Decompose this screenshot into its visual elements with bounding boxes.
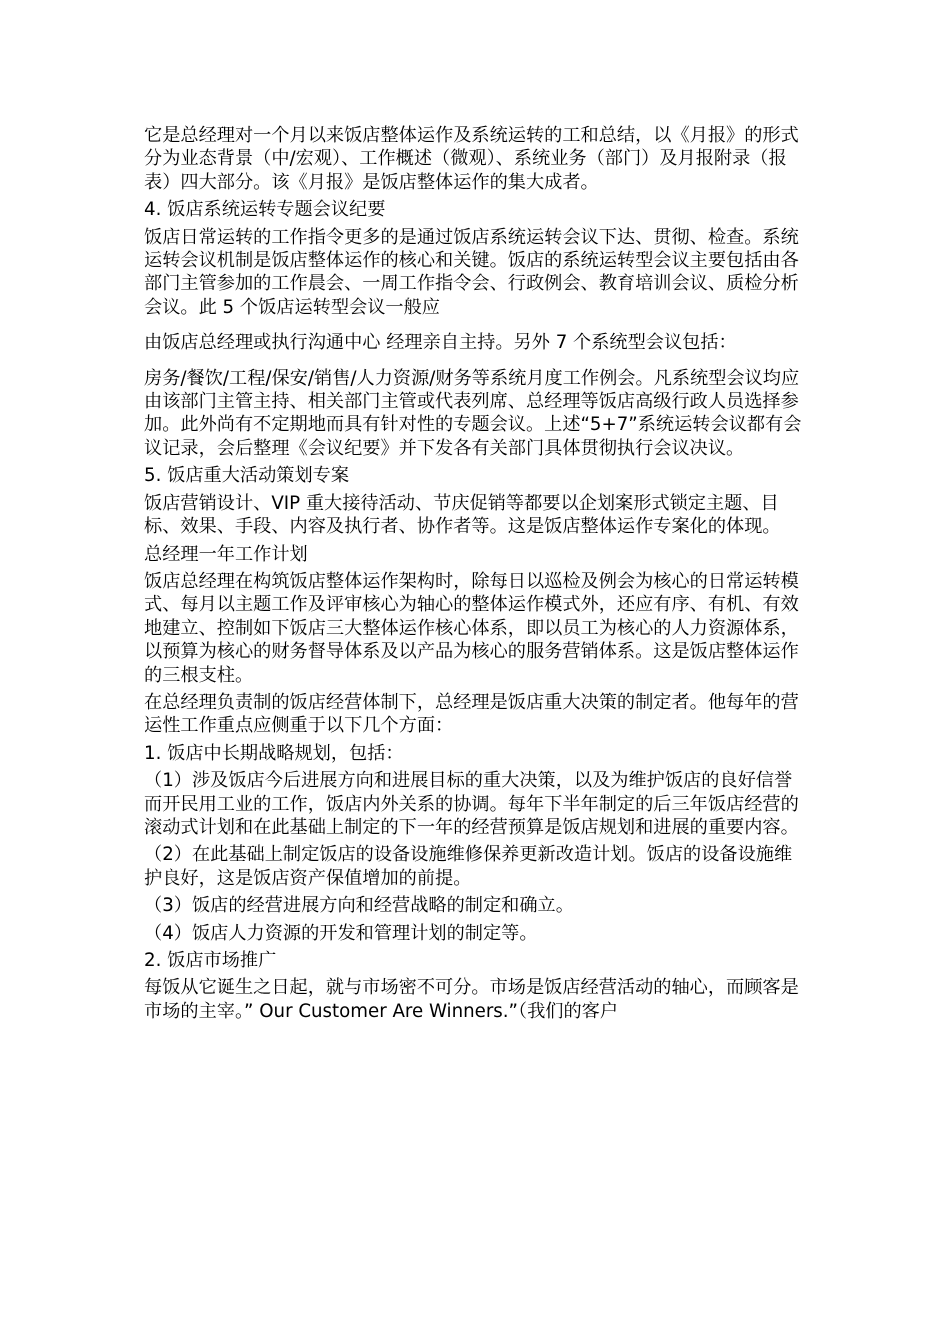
paragraph-monthly-meetings: 房务/餐饮/工程/保安/销售/人力资源/财务等系统月度工作例会。凡系统型会议均应由该部门主管主持、相关部门主管或代表列席、总经理等饭店高级行政人员选择参加。此外尚有不定期地而具有针对性的专题会议。上述“5+7”系统运转会议都有会议记录，会后整理《会议纪要》并下发各有关部门具体贯彻执行会议决议。 (144, 367, 802, 459)
heading-annual-work-plan: 总经理一年工作计划 (144, 543, 308, 565)
paragraph-item-4: （4）饭店人力资源的开发和管理计划的制定等。 (144, 922, 538, 944)
paragraph-monthly-report: 它是总经理对一个月以来饭店整体运作及系统运转的工和总结，以《月报》的形式分为业态背景（中/宏观）、工作概述（微观）、系统业务（部门）及月报附录（报表）四大部分。该《月报》是饭店整体运作的集大成者。 (144, 125, 799, 193)
paragraph-meeting-host: 由饭店总经理或执行沟通中心 经理亲自主持。另外 7 个系统型会议包括： (144, 332, 737, 354)
heading-market-promotion: 2. 饭店市场推广 (144, 950, 277, 971)
heading-major-event-planning: 5. 饭店重大活动策划专案 (144, 465, 350, 487)
paragraph-item-2: （2）在此基础上制定饭店的设备设施维修保养更新改造计划。饭店的设备设施维护良好，这是饭店资产保值增加的前提。 (144, 844, 793, 889)
document-page (144, 124, 806, 1027)
paragraph-gm-responsibility: 在总经理负责制的饭店经营体制下，总经理是饭店重大决策的制定者。他每年的营运性工作重点应侧重于以下几个方面： (144, 691, 799, 737)
paragraph-market: 每饭从它诞生之日起，就与市场密不可分。市场是饭店经营活动的轴心，而顾客是市场的主宰。” Our Customer Are Winners.”（我们的客户 (144, 977, 799, 1022)
paragraph-item-3: （3）饭店的经营进展方向和经营战略的制定和确立。 (144, 895, 574, 917)
heading-long-term-strategy: 1. 饭店中长期战略规划，包括： (144, 742, 404, 764)
paragraph-item-1: （1）涉及饭店今后进展方向和进展目标的重大决策，以及为维护饭店的良好信誉而开民用工业的工作，饭店内外关系的协调。每年下半年制定的后三年饭店经营的滚动式计划和在此基础上制定的下一年的经营预算是饭店规划和进展的重要内容。 (144, 770, 799, 838)
heading-system-meeting-minutes: 4. 饭店系统运转专题会议纪要 (144, 199, 386, 221)
paragraph-event-planning: 饭店营销设计、VIP 重大接待活动、节庆促销等都要以企划案形式锁定主题、目标、效果、手段、内容及执行者、协作者等。这是饭店整体运作专案化的体现。 (144, 492, 781, 538)
paragraph-three-pillars: 饭店总经理在构筑饭店整体运作架构时，除每日以巡检及例会为核心的日常运转模式、每月以主题工作及评审核心为轴心的整体运作模式外，还应有序、有机、有效地建立、控制如下饭店三大整体运作核心体系，即以员工为核心的人力资源体系，以预算为核心的财务督导体系及以产品为核心的服务营销体系。这是饭店整体运作的三根支柱。 (144, 570, 799, 686)
paragraph-system-meetings: 饭店日常运转的工作指令更多的是通过饭店系统运转会议下达、贯彻、检查。系统运转会议机制是饭店整体运作的核心和关键。饭店的系统运转型会议主要包括由各部门主管参加的工作晨会、一周工作指令会、行政例会、教育培训会议、质检分析会议。此 5 个饭店运转型会议一般应 (144, 226, 799, 318)
